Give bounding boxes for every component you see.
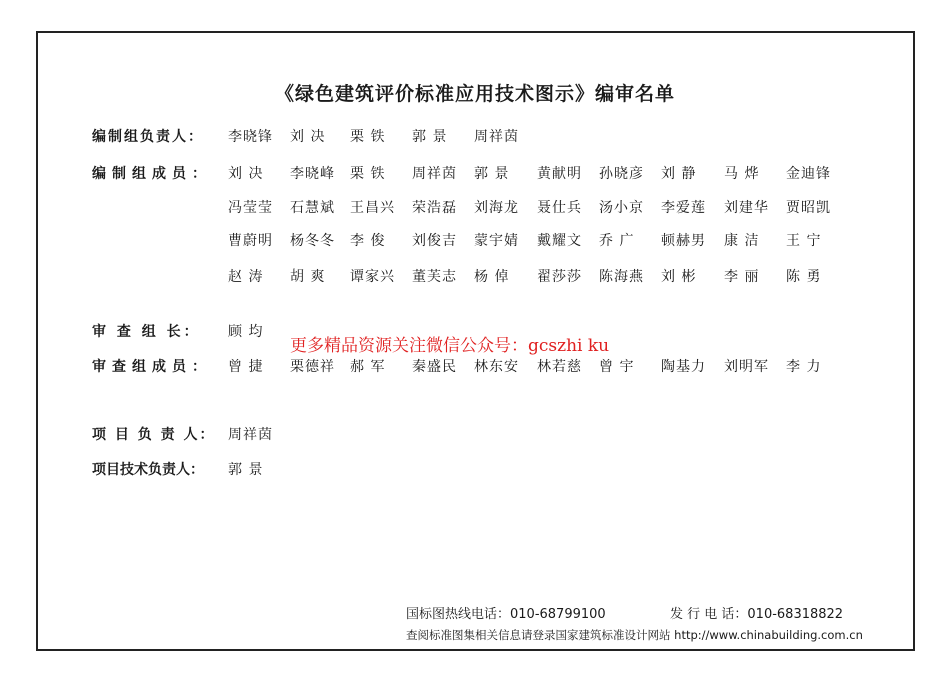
- person-name: 汤小京: [599, 200, 644, 216]
- person-name: 李 俊: [350, 233, 386, 249]
- person-name: 栗 铁: [350, 166, 386, 182]
- person-name: 荣浩磊: [412, 200, 457, 216]
- person-name: 戴耀文: [537, 233, 582, 249]
- person-name: 林东安: [474, 359, 519, 375]
- person-name: 刘俊吉: [412, 233, 457, 249]
- person-name: 金迪锋: [786, 166, 831, 182]
- person-name: 顾 均: [228, 324, 264, 340]
- person-name: 贾昭凯: [786, 200, 831, 216]
- person-name: 赵 涛: [228, 269, 264, 285]
- person-name: 曾 捷: [228, 359, 264, 375]
- person-name: 郭 景: [228, 462, 264, 478]
- row-label: 审查组成员：: [92, 359, 212, 375]
- row-label: 项目技术负责人：: [92, 462, 204, 478]
- person-name: 周祥茵: [474, 129, 519, 145]
- person-name: 李晓锋: [228, 129, 273, 145]
- person-name: 王昌兴: [350, 200, 395, 216]
- person-name: 孙晓彦: [599, 166, 644, 182]
- person-name: 顿赫男: [661, 233, 706, 249]
- person-name: 刘海龙: [474, 200, 519, 216]
- person-name: 刘建华: [724, 200, 769, 216]
- row-label: 编制组负责人：: [92, 129, 204, 145]
- person-name: 刘明军: [724, 359, 769, 375]
- person-name: 翟莎莎: [537, 269, 582, 285]
- person-name: 刘 决: [228, 166, 264, 182]
- row-label: 项 目 负 责 人：: [92, 427, 216, 443]
- person-name: 蒙宇婧: [474, 233, 519, 249]
- person-name: 刘 决: [290, 129, 326, 145]
- hotline-text: 国标图热线电话：010-68799100: [406, 607, 606, 622]
- row-label: 审 查 组 长：: [92, 324, 201, 340]
- person-name: 胡 爽: [290, 269, 326, 285]
- person-name: 陈 勇: [786, 269, 822, 285]
- person-name: 石慧斌: [290, 200, 335, 216]
- person-name: 冯莹莹: [228, 200, 273, 216]
- row-label: 编制组成员：: [92, 166, 212, 182]
- person-name: 郭 景: [412, 129, 448, 145]
- person-name: 曾 宇: [599, 359, 635, 375]
- person-name: 乔 广: [599, 233, 635, 249]
- person-name: 周祥茵: [228, 427, 273, 443]
- person-name: 康 洁: [724, 233, 760, 249]
- person-name: 谭家兴: [350, 269, 395, 285]
- person-name: 李爱莲: [661, 200, 706, 216]
- website-note: 查阅标准图集相关信息请登录国家建筑标准设计网站 http://www.chinabuilding.com.cn: [406, 628, 863, 642]
- person-name: 栗 铁: [350, 129, 386, 145]
- person-name: 陶基力: [661, 359, 706, 375]
- person-name: 林若慈: [537, 359, 582, 375]
- person-name: 王 宁: [786, 233, 822, 249]
- person-name: 陈海燕: [599, 269, 644, 285]
- watermark-text: 更多精品资源关注微信公众号：gcszhi ku: [290, 336, 610, 356]
- document-title: 《绿色建筑评价标准应用技术图示》编审名单: [274, 83, 675, 105]
- person-name: 曹蔚明: [228, 233, 273, 249]
- person-name: 李晓峰: [290, 166, 335, 182]
- person-name: 郝 军: [350, 359, 386, 375]
- person-name: 马 烨: [724, 166, 760, 182]
- person-name: 董芙志: [412, 269, 457, 285]
- person-name: 李 丽: [724, 269, 760, 285]
- person-name: 聂仕兵: [537, 200, 582, 216]
- person-name: 栗德祥: [290, 359, 335, 375]
- person-name: 郭 景: [474, 166, 510, 182]
- person-name: 刘 静: [661, 166, 697, 182]
- person-name: 周祥茵: [412, 166, 457, 182]
- person-name: 秦盛民: [412, 359, 457, 375]
- person-name: 杨 倬: [474, 269, 510, 285]
- distribution-phone-text: 发 行 电 话：010-68318822: [670, 607, 844, 622]
- person-name: 刘 彬: [661, 269, 697, 285]
- person-name: 李 力: [786, 359, 822, 375]
- person-name: 黄献明: [537, 166, 582, 182]
- person-name: 杨冬冬: [290, 233, 335, 249]
